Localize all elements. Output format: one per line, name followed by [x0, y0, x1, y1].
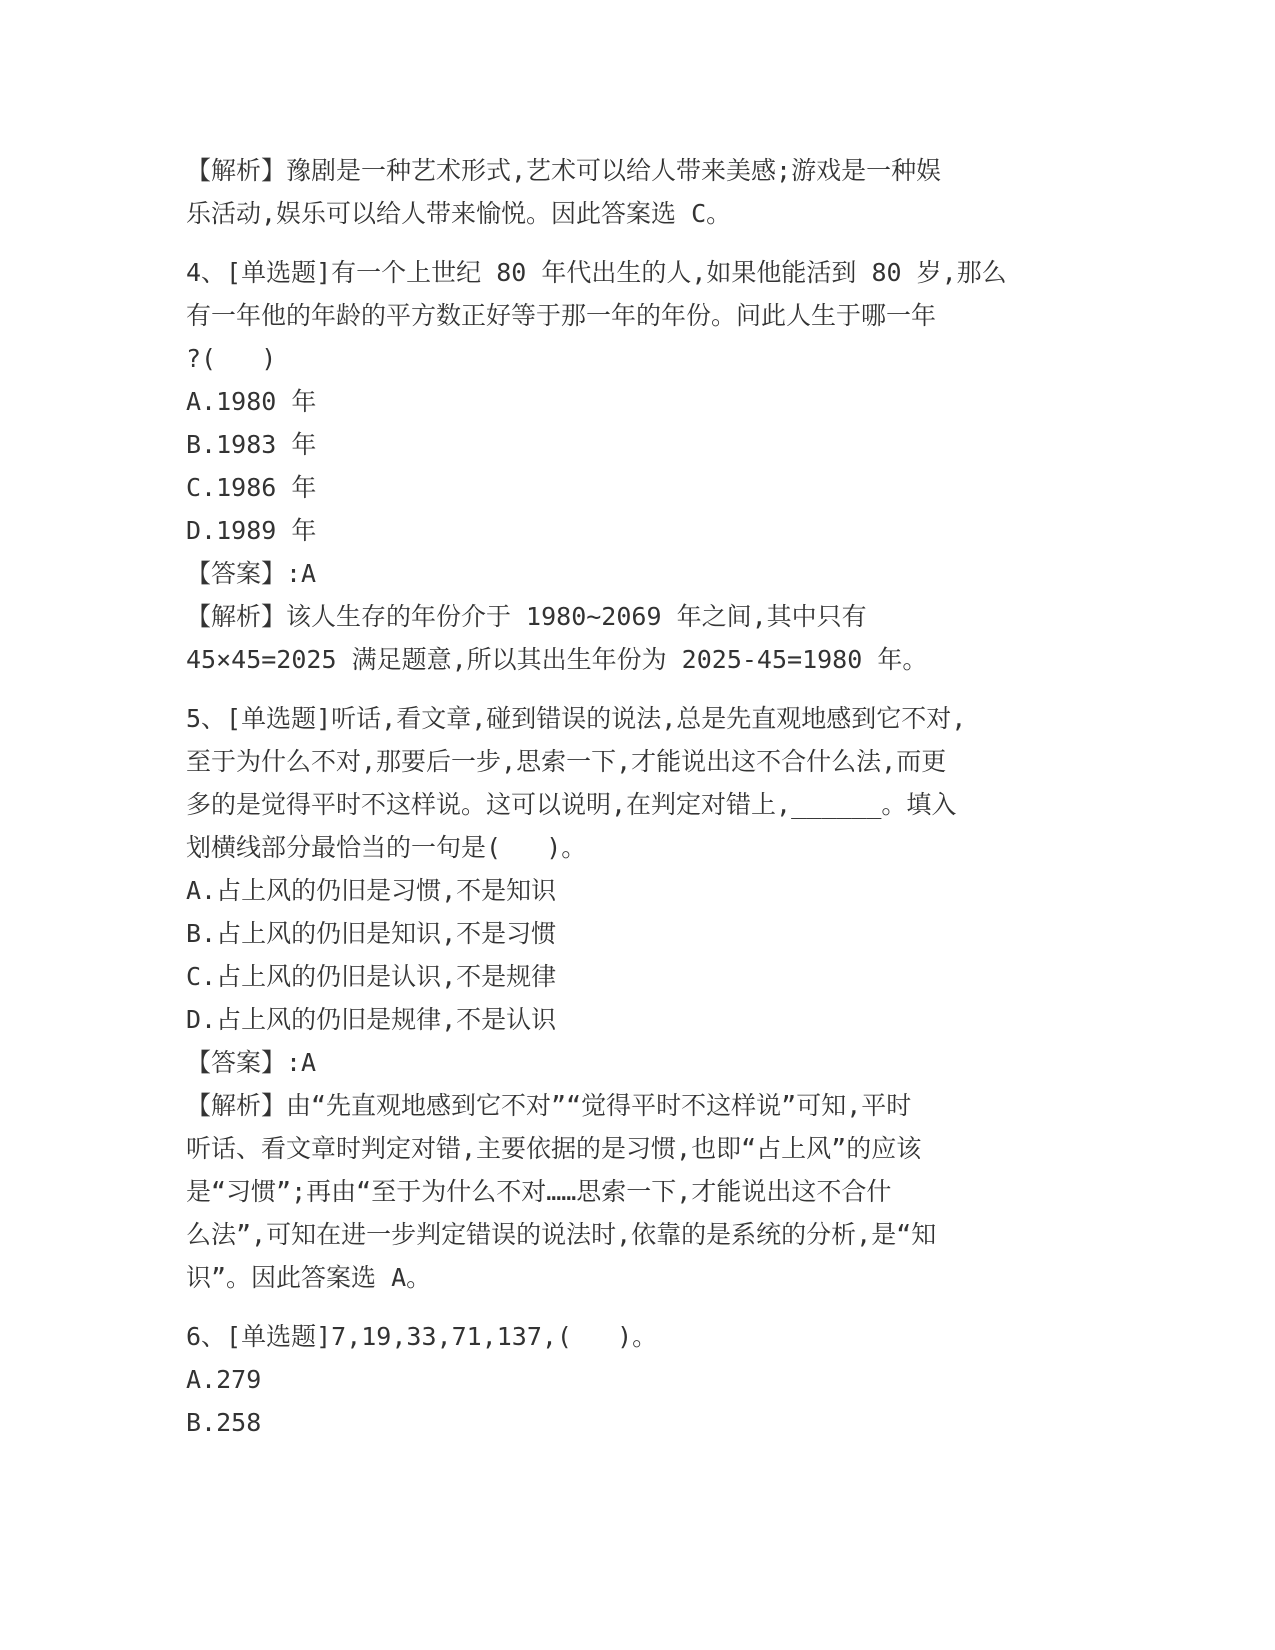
analysis-line: 【解析】该人生存的年份介于 1980~2069 年之间,其中只有: [186, 602, 867, 631]
analysis-line: 乐活动,娱乐可以给人带来愉悦。因此答案选 C。: [186, 199, 732, 228]
question-stem-line: ?( ): [186, 344, 277, 373]
question-stem-line: 划横线部分最恰当的一句是( )。: [186, 833, 587, 862]
document-page: [186, 149, 1086, 1444]
question-6: [186, 1315, 1086, 1444]
q3-analysis: [186, 149, 1086, 235]
analysis-line: 听话、看文章时判定对错,主要依据的是习惯,也即“占上风”的应该: [186, 1134, 922, 1163]
option-b: B.258: [186, 1408, 262, 1437]
option-a: A.1980 年: [186, 387, 317, 416]
analysis-line: 么法”,可知在进一步判定错误的说法时,依靠的是系统的分析,是“知: [186, 1220, 937, 1249]
question-stem-line: 至于为什么不对,那要后一步,思索一下,才能说出这不合什么法,而更: [186, 747, 947, 776]
option-c: C.1986 年: [186, 473, 317, 502]
answer-line: 【答案】:A: [186, 1048, 317, 1077]
question-stem-line: 有一年他的年龄的平方数正好等于那一年的年份。问此人生于哪一年: [186, 301, 937, 330]
analysis-line: 【解析】由“先直观地感到它不对”“觉得平时不这样说”可知,平时: [186, 1091, 912, 1120]
question-stem-line: 多的是觉得平时不这样说。这可以说明,在判定对错上,______。填入: [186, 790, 957, 819]
analysis-line: 识”。因此答案选 A。: [186, 1263, 432, 1292]
option-a: A.占上风的仍旧是习惯,不是知识: [186, 876, 557, 905]
option-d: D.占上风的仍旧是规律,不是认识: [186, 1005, 557, 1034]
analysis-line: 是“习惯”;再由“至于为什么不对……思索一下,才能说出这不合什: [186, 1177, 892, 1206]
question-5: [186, 697, 1086, 1299]
question-stem-line: 6、[单选题]7,19,33,71,137,( )。: [186, 1322, 658, 1351]
option-d: D.1989 年: [186, 516, 317, 545]
question-stem-line: 4、[单选题]有一个上世纪 80 年代出生的人,如果他能活到 80 岁,那么: [186, 258, 1007, 287]
answer-line: 【答案】:A: [186, 559, 317, 588]
question-4: [186, 251, 1086, 681]
question-stem-line: 5、[单选题]听话,看文章,碰到错误的说法,总是先直观地感到它不对,: [186, 704, 967, 733]
option-b: B.占上风的仍旧是知识,不是习惯: [186, 919, 557, 948]
option-a: A.279: [186, 1365, 262, 1394]
option-c: C.占上风的仍旧是认识,不是规律: [186, 962, 557, 991]
analysis-line: 【解析】豫剧是一种艺术形式,艺术可以给人带来美感;游戏是一种娱: [186, 156, 942, 185]
option-b: B.1983 年: [186, 430, 317, 459]
analysis-line: 45×45=2025 满足题意,所以其出生年份为 2025-45=1980 年。: [186, 645, 928, 674]
